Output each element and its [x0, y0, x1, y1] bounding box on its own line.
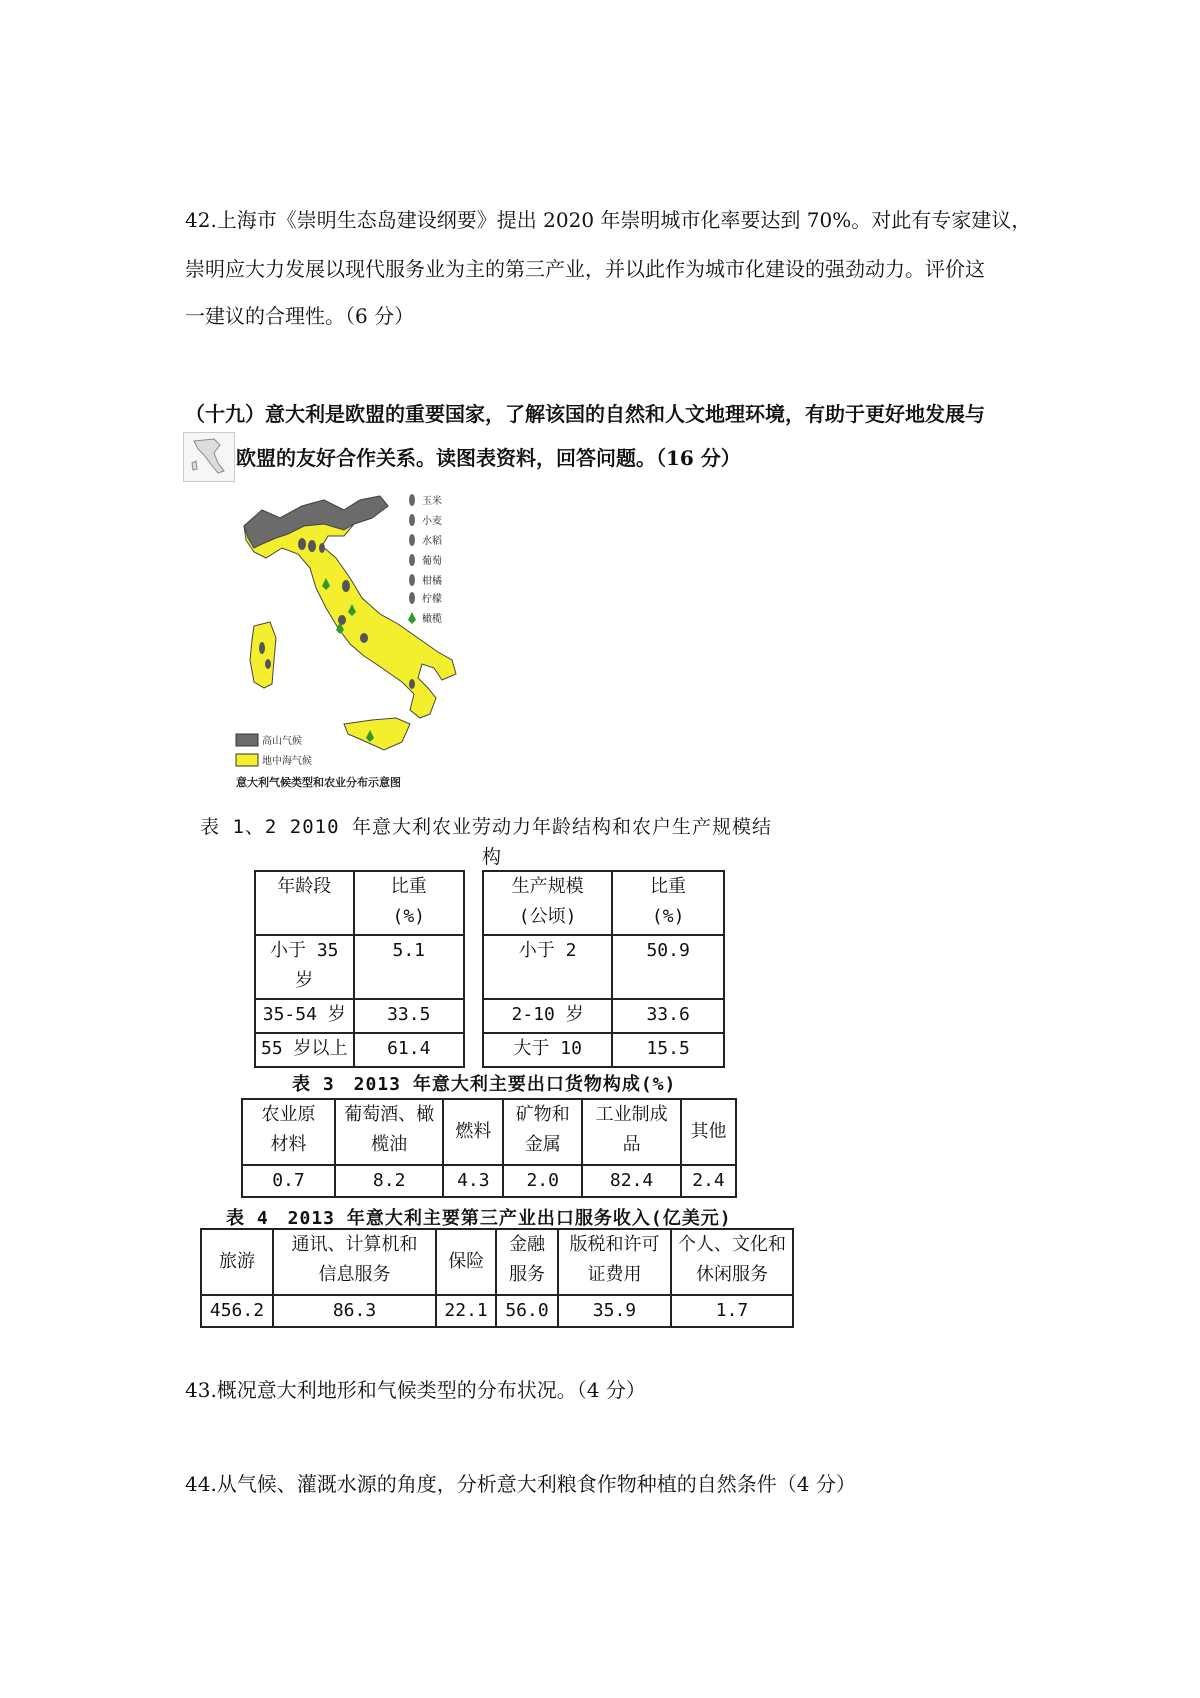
t3-value-agri: 0.7 — [242, 1165, 335, 1197]
wheat-icon — [409, 514, 415, 526]
italy-climate-agriculture-map — [232, 488, 502, 793]
citrus-symbol — [265, 659, 271, 669]
legend-alpine-climate: 高山气候 — [262, 736, 302, 747]
legend-rice: 水稻 — [422, 536, 442, 547]
table12-caption-line-2: 构 — [482, 846, 503, 868]
t2-header-scale: 生产规模(公顷) — [483, 871, 612, 935]
t2-cell-share-1: 33.6 — [612, 999, 724, 1033]
q44-text: 44.从气候、灌溉水源的角度，分析意大利粮食作物种植的自然条件（4 分） — [185, 1472, 856, 1496]
sardinia — [250, 622, 276, 688]
table-1-age-structure — [254, 870, 465, 1068]
legend-grape: 葡萄 — [422, 556, 442, 567]
table-4-service-exports — [200, 1228, 794, 1328]
t3-header-other: 其他 — [681, 1099, 736, 1165]
t3-header-wine-oil: 葡萄酒、橄榄油 — [335, 1099, 444, 1165]
legend-wheat: 小麦 — [422, 516, 442, 527]
t4-value-tourism: 456.2 — [201, 1295, 273, 1327]
rice-icon — [409, 534, 415, 546]
t3-header-minerals: 矿物和金属 — [503, 1099, 582, 1165]
wheat-symbol — [308, 540, 316, 552]
table-2-farm-scale — [482, 870, 725, 1068]
t3-header-fuel: 燃料 — [443, 1099, 503, 1165]
t4-header-personal-services: 个人、文化和休闲服务 — [671, 1229, 793, 1295]
t4-value-finance: 56.0 — [496, 1295, 558, 1327]
q42-line-3: 一建议的合理性。（6 分） — [185, 304, 415, 328]
wheat-symbol — [409, 679, 415, 689]
t3-value-manufactures: 82.4 — [582, 1165, 681, 1197]
t4-header-tourism: 旅游 — [201, 1229, 273, 1295]
t4-value-telecom: 86.3 — [273, 1295, 436, 1327]
t2-cell-share-2: 15.5 — [612, 1033, 724, 1067]
olive-legend-icon — [408, 612, 416, 624]
legend-corn: 玉米 — [422, 496, 442, 507]
t3-value-other: 2.4 — [681, 1165, 736, 1197]
citrus-symbol — [338, 615, 346, 625]
table4-caption: 表 4 2013 年意大利主要第三产业出口服务收入(亿美元) — [226, 1208, 732, 1229]
wheat-symbol — [298, 538, 306, 550]
t1-header-share: 比重(%) — [354, 871, 464, 935]
grape-symbol — [342, 580, 350, 592]
t1-header-age: 年龄段 — [255, 871, 354, 935]
t4-header-finance: 金融服务 — [496, 1229, 558, 1295]
grape-symbol — [259, 642, 265, 654]
t1-cell-age-1: 35-54 岁 — [255, 999, 354, 1033]
crop-legend-icons — [408, 494, 416, 624]
table3-caption: 表 3 2013 年意大利主要出口货物构成(%) — [292, 1074, 677, 1095]
t2-cell-scale-1: 2-10 岁 — [483, 999, 612, 1033]
t1-cell-share-0: 5.1 — [354, 935, 464, 999]
mediterranean-legend-swatch — [236, 754, 258, 766]
t2-cell-scale-2: 大于 10 — [483, 1033, 612, 1067]
corn-icon — [409, 494, 415, 506]
t4-header-telecom: 通讯、计算机和信息服务 — [273, 1229, 436, 1295]
corn-symbol — [319, 543, 325, 553]
grape-icon — [409, 554, 415, 566]
t2-cell-share-0: 50.9 — [612, 935, 724, 999]
table12-caption-line-1: 表 1、2 2010 年意大利农业劳动力年龄结构和农户生产规模结 — [200, 816, 772, 838]
t3-value-minerals: 2.0 — [503, 1165, 582, 1197]
section19-line-1: （十九）意大利是欧盟的重要国家，了解该国的自然和人文地理环境，有助于更好地发展与 — [185, 402, 985, 426]
t3-value-fuel: 4.3 — [443, 1165, 503, 1197]
t4-value-insurance: 22.1 — [436, 1295, 496, 1327]
t4-value-personal-services: 1.7 — [671, 1295, 793, 1327]
legend-citrus: 柑橘 — [422, 576, 442, 587]
legend-lemon: 柠檬 — [422, 594, 442, 605]
q43-text: 43.概况意大利地形和气候类型的分布状况。（4 分） — [185, 1378, 646, 1402]
t4-header-royalties: 版税和许可证费用 — [558, 1229, 671, 1295]
q42-line-1: 42.上海市《崇明生态岛建设纲要》提出 2020 年崇明城市化率要达到 70%。对此有专家建议， — [185, 208, 1032, 232]
small-map-thumbnail — [183, 432, 235, 482]
legend-olive: 橄榄 — [422, 614, 442, 625]
sicily — [344, 718, 410, 750]
alpine-legend-swatch — [236, 734, 258, 746]
t3-header-manufactures: 工业制成品 — [582, 1099, 681, 1165]
t2-header-share: 比重(%) — [612, 871, 724, 935]
citrus-icon — [409, 574, 415, 586]
t1-cell-share-1: 33.5 — [354, 999, 464, 1033]
italy-map-svg — [232, 488, 502, 793]
t2-cell-scale-0: 小于 2 — [483, 935, 612, 999]
q42-line-2: 崇明应大力发展以现代服务业为主的第三产业，并以此作为城市化建设的强劲动力。评价这 — [185, 257, 985, 281]
map-caption: 意大利气候类型和农业分布示意图 — [236, 776, 401, 789]
t1-cell-share-2: 61.4 — [354, 1033, 464, 1067]
section19-line-2: 欧盟的友好合作关系。读图表资料，回答问题。（16 分） — [236, 446, 741, 470]
lemon-symbol — [360, 633, 368, 643]
t1-cell-age-2: 55 岁以上 — [255, 1033, 354, 1067]
lemon-icon — [409, 592, 415, 604]
t4-value-royalties: 35.9 — [558, 1295, 671, 1327]
legend-mediterranean-climate: 地中海气候 — [262, 756, 312, 767]
table-3-export-goods — [241, 1098, 737, 1198]
t3-header-agri: 农业原材料 — [242, 1099, 335, 1165]
t4-header-insurance: 保险 — [436, 1229, 496, 1295]
t3-value-wine-oil: 8.2 — [335, 1165, 444, 1197]
t1-cell-age-0: 小于 35 岁 — [255, 935, 354, 999]
